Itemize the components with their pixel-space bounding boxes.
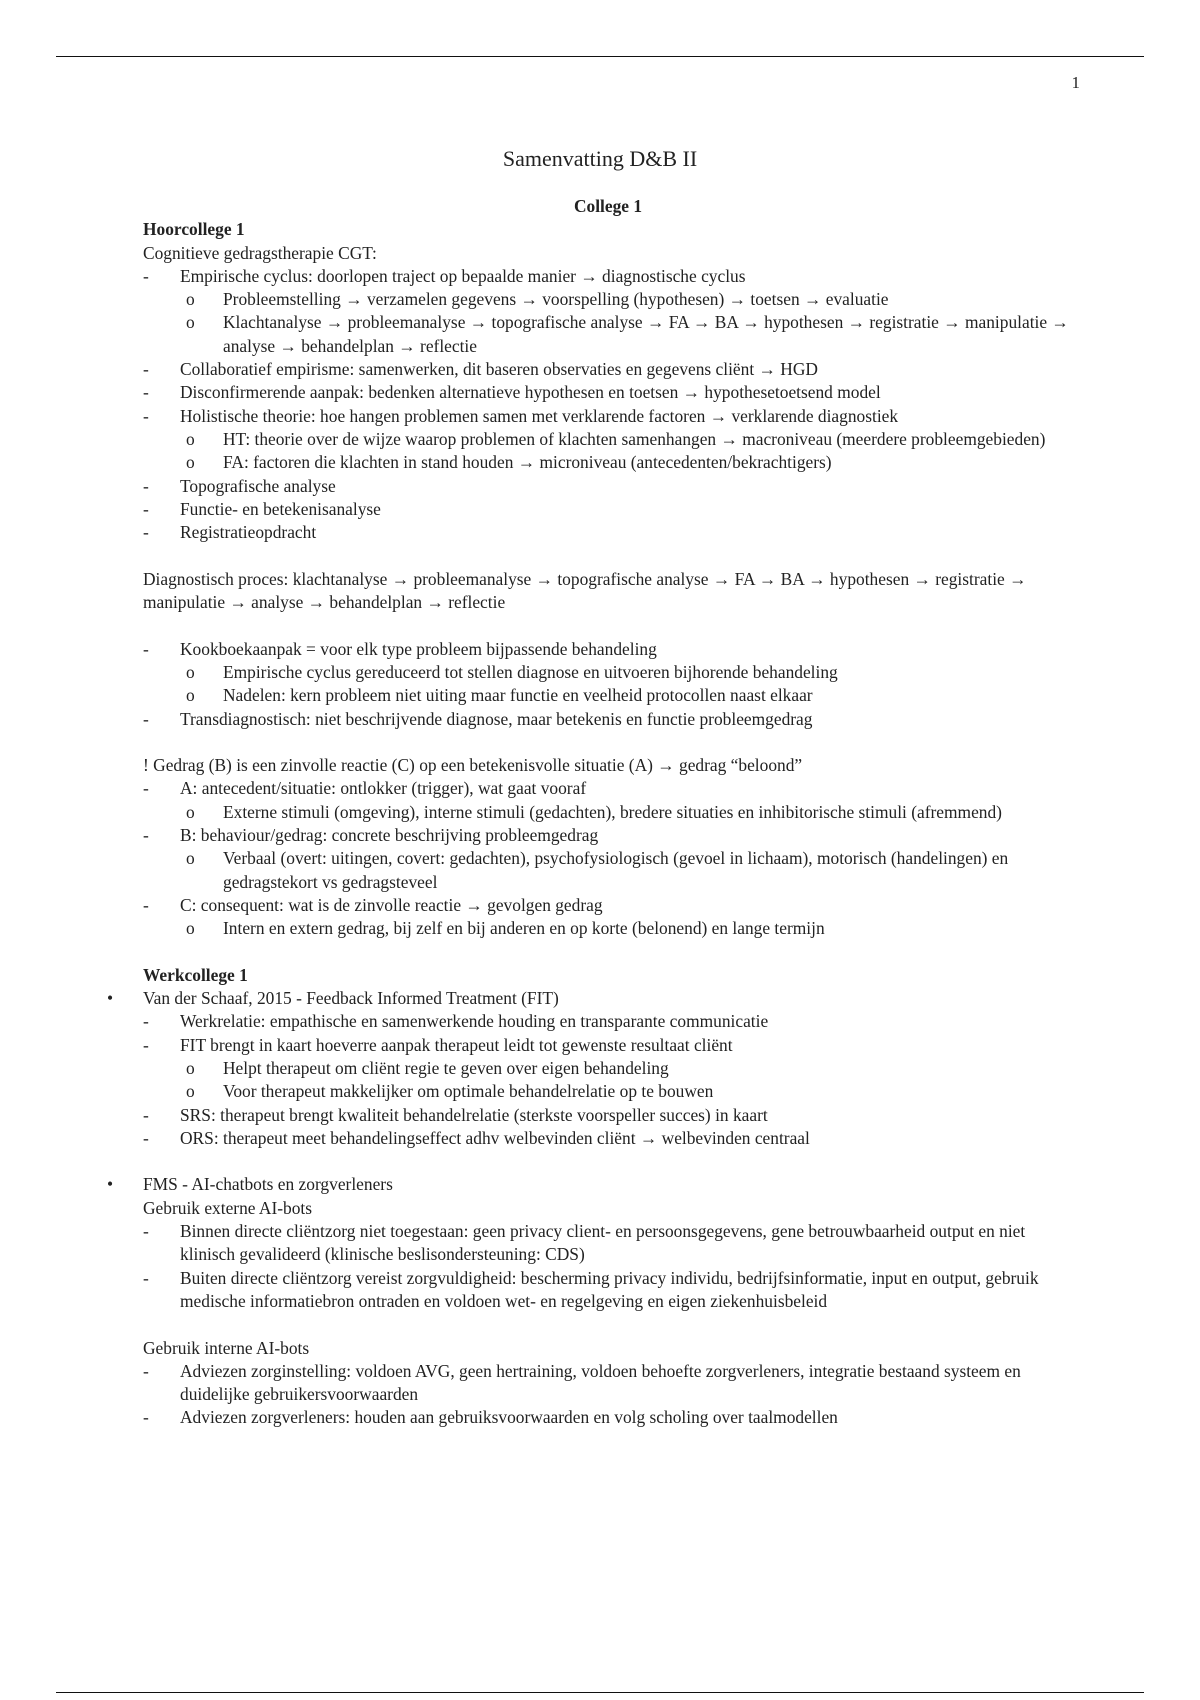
bullet-item-fit <box>107 987 1073 1010</box>
sub-list-item: o Voor therapeut makkelijker om optimale behandelrelatie op te bouwen <box>143 1080 1073 1103</box>
page-number: 1 <box>1071 73 1080 92</box>
hoorcollege-heading: Hoorcollege 1 <box>143 219 245 240</box>
process-paragraph: Diagnostisch proces: klachtanalyse → probleemanalyse → topografische analyse → FA → BA → hypothesen → registratie → manipulatie → analyse → behandelplan → reflectie <box>143 568 1027 613</box>
section-intro: Cognitieve gedragstherapie CGT: <box>143 242 377 263</box>
abc-intro: ! Gedrag (B) is een zinvolle reactie (C) op een betekenisvolle situatie (A) → gedrag “beloond” <box>143 755 803 776</box>
bullet-icon: • <box>107 1174 114 1195</box>
bullet-label: Van der Schaaf, 2015 - Feedback Informed Treatment (FIT) <box>143 988 559 1009</box>
sub-list-item: o Empirische cyclus gereduceerd tot stellen diagnose en uitvoeren bijhorende behandeling <box>143 661 1073 684</box>
list-item: - Adviezen zorginstelling: voldoen AVG, geen hertraining, voldoen behoefte zorgverleners, integratie bestaand systeem en duidelijke gebruikersvoorwaarden <box>143 1360 1073 1407</box>
list-item: - Kookboekaanpak = voor elk type probleem bijpassende behandeling <box>143 638 1073 661</box>
list-item: - B: behaviour/gedrag: concrete beschrijving probleemgedrag <box>143 824 1073 847</box>
sub-list-item: o Nadelen: kern probleem niet uiting maar functie en veelheid protocollen naast elkaar <box>143 684 1073 707</box>
list-item: - C: consequent: wat is de zinvolle reactie → gevolgen gedrag <box>143 894 1073 917</box>
list-item: - Buiten directe cliëntzorg vereist zorgvuldigheid: bescherming privacy individu, bedrijfsinformatie, input en output, gebruik medische informatiebron ontraden en voldoen wet- en regelgeving en eigen ziekenhuisbeleid <box>143 1267 1073 1314</box>
list-item: - Adviezen zorgverleners: houden aan gebruiksvoorwaarden en volg scholing over taalmodellen <box>143 1406 1073 1429</box>
header-rule <box>56 56 1144 57</box>
list-item: - SRS: therapeut brengt kwaliteit behandelrelatie (sterkste voorspeller succes) in kaart <box>143 1104 1073 1127</box>
sub-list-item: o Klachtanalyse → probleemanalyse → topografische analyse → FA → BA → hypothesen → registratie → manipulatie → analyse → behandelplan → reflectie <box>143 311 1073 358</box>
list-item: - Collaboratief empirisme: samenwerken, dit baseren observaties en gegevens cliënt → HGD <box>143 358 1073 381</box>
werkcollege-heading: Werkcollege 1 <box>143 964 248 985</box>
list-item: - Holistische theorie: hoe hangen problemen samen met verklarende factoren → verklarende diagnostiek <box>143 405 1073 428</box>
list-item: - Disconfirmerende aanpak: bedenken alternatieve hypothesen en toetsen → hypothesetoetsend model <box>143 381 1073 404</box>
bullet-label: FMS - AI-chatbots en zorgverleners <box>143 1174 393 1195</box>
subsection-heading: Gebruik externe AI-bots <box>143 1197 313 1218</box>
list-item: - Registratieopdracht <box>143 521 1073 544</box>
subsection-heading: Gebruik interne AI-bots <box>143 1337 310 1358</box>
document-body <box>107 195 1073 1430</box>
list-item: - FIT brengt in kaart hoeverre aanpak therapeut leidt tot gewenste resultaat cliënt <box>143 1034 1073 1057</box>
list-item: - A: antecedent/situatie: ontlokker (trigger), wat gaat vooraf <box>143 777 1073 800</box>
sub-list-item: o Verbaal (overt: uitingen, covert: gedachten), psychofysiologisch (gevoel in lichaam), motorisch (handelingen) en gedragstekort vs gedragsteveel <box>143 847 1073 894</box>
sub-list-item: o Helpt therapeut om cliënt regie te geven over eigen behandeling <box>143 1057 1073 1080</box>
college-heading: College 1 <box>573 196 643 216</box>
bullet-icon: • <box>107 988 114 1009</box>
footer-rule <box>56 1692 1144 1693</box>
list-item: - ORS: therapeut meet behandelingseffect adhv welbevinden cliënt → welbevinden centraal <box>143 1127 1073 1150</box>
list-item: - Transdiagnostisch: niet beschrijvende diagnose, maar betekenis en functie probleemgedrag <box>143 708 1073 731</box>
list-item: - Functie- en betekenisanalyse <box>143 498 1073 521</box>
sub-list-item: o Externe stimuli (omgeving), interne stimuli (gedachten), bredere situaties en inhibitorische stimuli (afremmend) <box>143 801 1073 824</box>
list-item: - Topografische analyse <box>143 475 1073 498</box>
bullet-item-fms <box>107 1173 1073 1196</box>
sub-list-item: o HT: theorie over de wijze waarop problemen of klachten samenhangen → macroniveau (meerdere probleemgebieden) <box>143 428 1073 451</box>
sub-list-item: o FA: factoren die klachten in stand houden → microniveau (antecedenten/bekrachtigers) <box>143 451 1073 474</box>
list-item: - Werkrelatie: empathische en samenwerkende houding en transparante communicatie <box>143 1010 1073 1033</box>
list-item: - Empirische cyclus: doorlopen traject op bepaalde manier → diagnostische cyclus <box>143 265 1073 288</box>
document-title: Samenvatting D&B II <box>502 146 698 171</box>
sub-list-item: o Intern en extern gedrag, bij zelf en bij anderen en op korte (belonend) en lange termijn <box>143 917 1073 940</box>
sub-list-item: o Probleemstelling → verzamelen gegevens → voorspelling (hypothesen) → toetsen → evaluatie <box>143 288 1073 311</box>
list-item: - Binnen directe cliëntzorg niet toegestaan: geen privacy client- en persoonsgegevens, gene betrouwbaarheid output en niet klinisch gevalideerd (klinische beslisondersteuning: CDS) <box>143 1220 1073 1267</box>
